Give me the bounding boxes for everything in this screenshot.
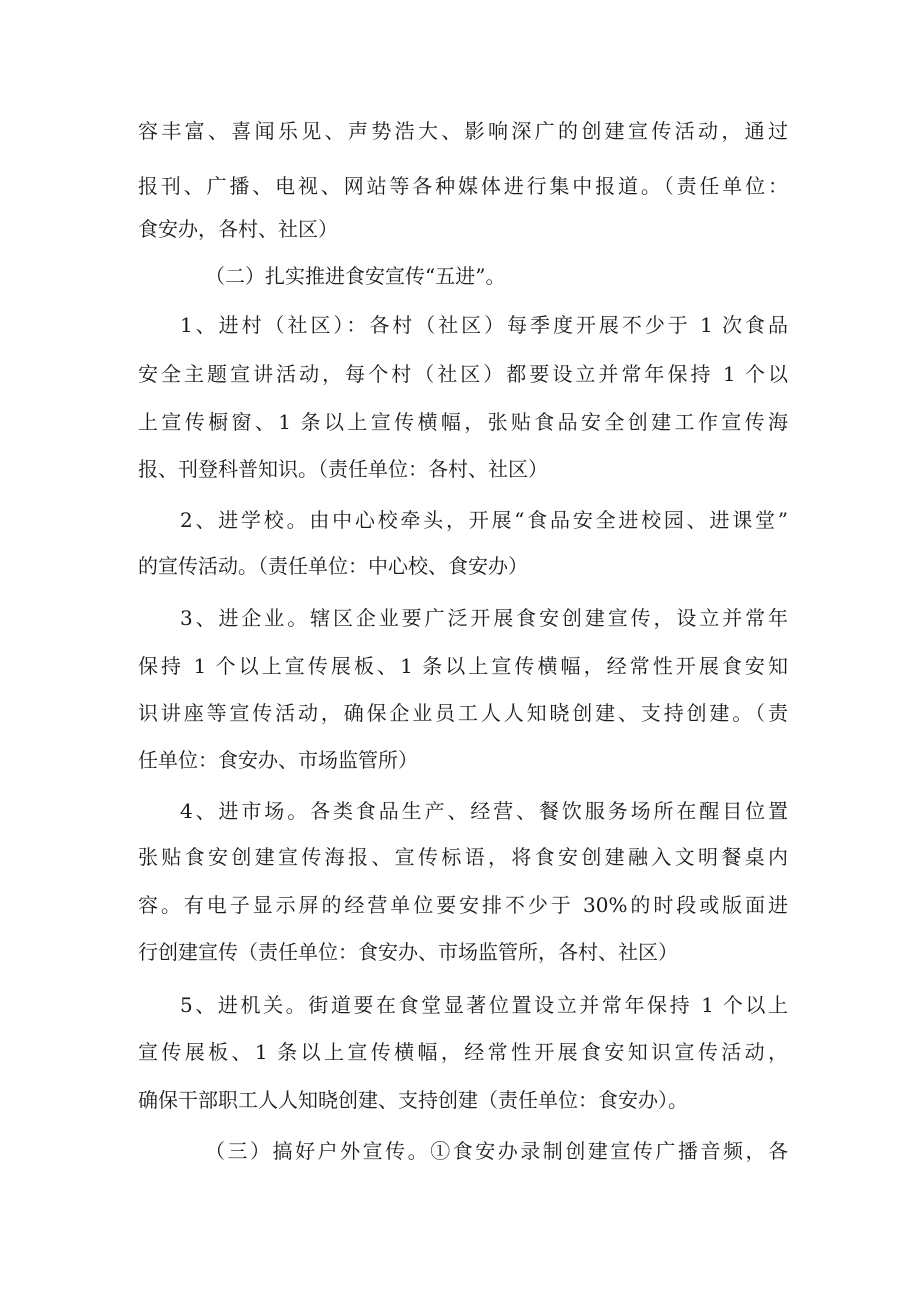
body-text-line: 的宣传活动。（责任单位：中心校、食安办）: [138, 554, 528, 578]
body-text-line: 报、刊登科普知识。（责任单位：各村、社区）: [138, 457, 548, 481]
body-text-line: 宣传展板、1 条以上宣传横幅，经常性开展食安知识宣传活动，: [138, 1040, 788, 1064]
body-text-line: 2、进学校。由中心校牵头，开展“食品安全进校园、进课堂”: [180, 508, 788, 532]
section-heading: （二）扎实推进食安宣传“五进”。: [205, 264, 506, 288]
body-text-line: 确保干部职工人人知晓创建、支持创建（责任单位：食安办）。: [138, 1088, 688, 1112]
body-text-line: 行创建宣传（责任单位：食安办、市场监管所，各村、社区）: [138, 940, 678, 964]
body-text-line: 张贴食安创建宣传海报、宣传标语，将食安创建融入文明餐桌内: [138, 845, 788, 869]
body-text-line: 5、进机关。街道要在食堂显著位置设立并常年保持 1 个以上: [180, 993, 788, 1017]
body-text-line: 容。有电子显示屏的经营单位要安排不少于 30%的时段或版面进: [138, 893, 788, 917]
body-text-line: 识讲座等宣传活动，确保企业员工人人知晓创建、支持创建。（责: [138, 701, 788, 725]
body-text-line: 食安办，各村、社区）: [138, 217, 338, 241]
body-text-line: 上宣传橱窗、1 条以上宣传横幅，张贴食品安全创建工作宣传海: [138, 410, 788, 434]
body-text-line: 容丰富、喜闻乐见、声势浩大、影响深广的创建宣传活动，通过: [138, 119, 788, 143]
body-text-line: 3、进企业。辖区企业要广泛开展食安创建宣传，设立并常年: [180, 606, 788, 630]
body-text-line: 保持 1 个以上宣传展板、1 条以上宣传横幅，经常性开展食安知: [138, 654, 788, 678]
body-text-line: 安全主题宣讲活动，每个村（社区）都要设立并常年保持 1 个以: [138, 362, 788, 386]
body-text-line: 任单位：食安办、市场监管所）: [138, 748, 418, 772]
body-text-line: 4、进市场。各类食品生产、经营、餐饮服务场所在醒目位置: [180, 799, 788, 823]
section-heading: （三）搞好户外宣传。①食安办录制创建宣传广播音频，各: [205, 1139, 788, 1163]
body-text-line: 1、进村（社区）：各村（社区）每季度开展不少于 1 次食品: [180, 313, 788, 337]
body-text-line: 报刊、广播、电视、网站等各种媒体进行集中报道。（责任单位：: [138, 174, 788, 198]
